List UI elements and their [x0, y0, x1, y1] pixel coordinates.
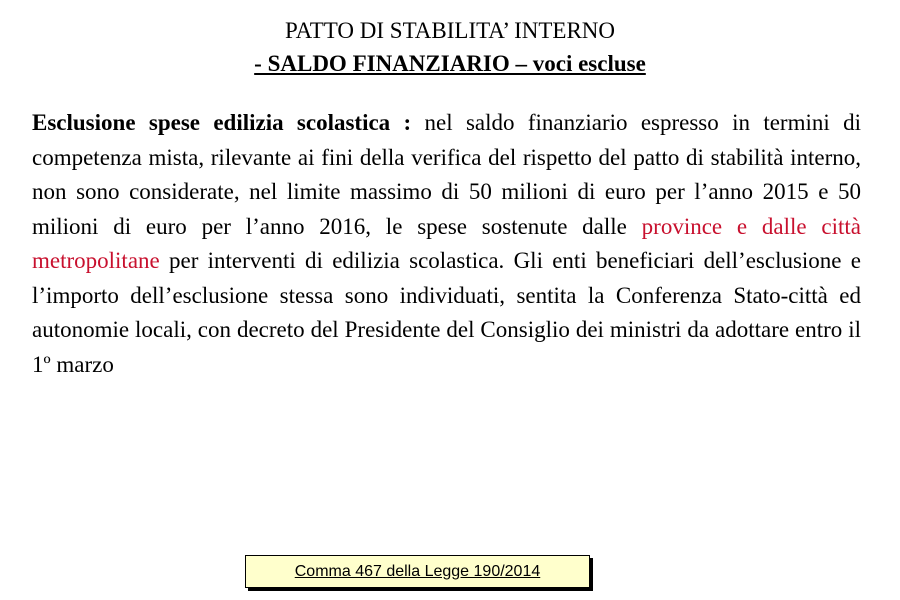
body-text-part-1: nel saldo finanziario espresso in termini di competenza mista, rilevante ai fini della verifica del rispetto del patto di stabilità interno, non sono considerate, nel limite massimo di 50 milioni di euro per l’anno 2015 e 50 milioni di euro per l’anno 2016, le spese sostenute dalle [32, 110, 861, 239]
body-text-part-2: per interventi di edilizia scolastica. Gli enti beneficiari dell’esclusione e l’importo dell’esclusione stessa sono individuati, sentita la Conferenza Stato-città ed autonomie locali, con decreto del Presidente del Consiglio dei ministri da adottare entro il 1º marzo [32, 248, 861, 377]
title-block [0, 14, 900, 80]
page-subtitle: - SALDO FINANZIARIO – voci escluse [254, 51, 646, 76]
page-title: PATTO DI STABILITA’ INTERNO [284, 18, 616, 43]
body-lead: Esclusione spese edilizia scolastica : [32, 110, 412, 135]
source-reference-box [245, 555, 590, 588]
body-highlight: province e dalle città metropolitane [32, 213, 861, 273]
source-reference-label: Comma 467 della Legge 190/2014 [294, 563, 541, 580]
body-paragraph [32, 106, 861, 382]
